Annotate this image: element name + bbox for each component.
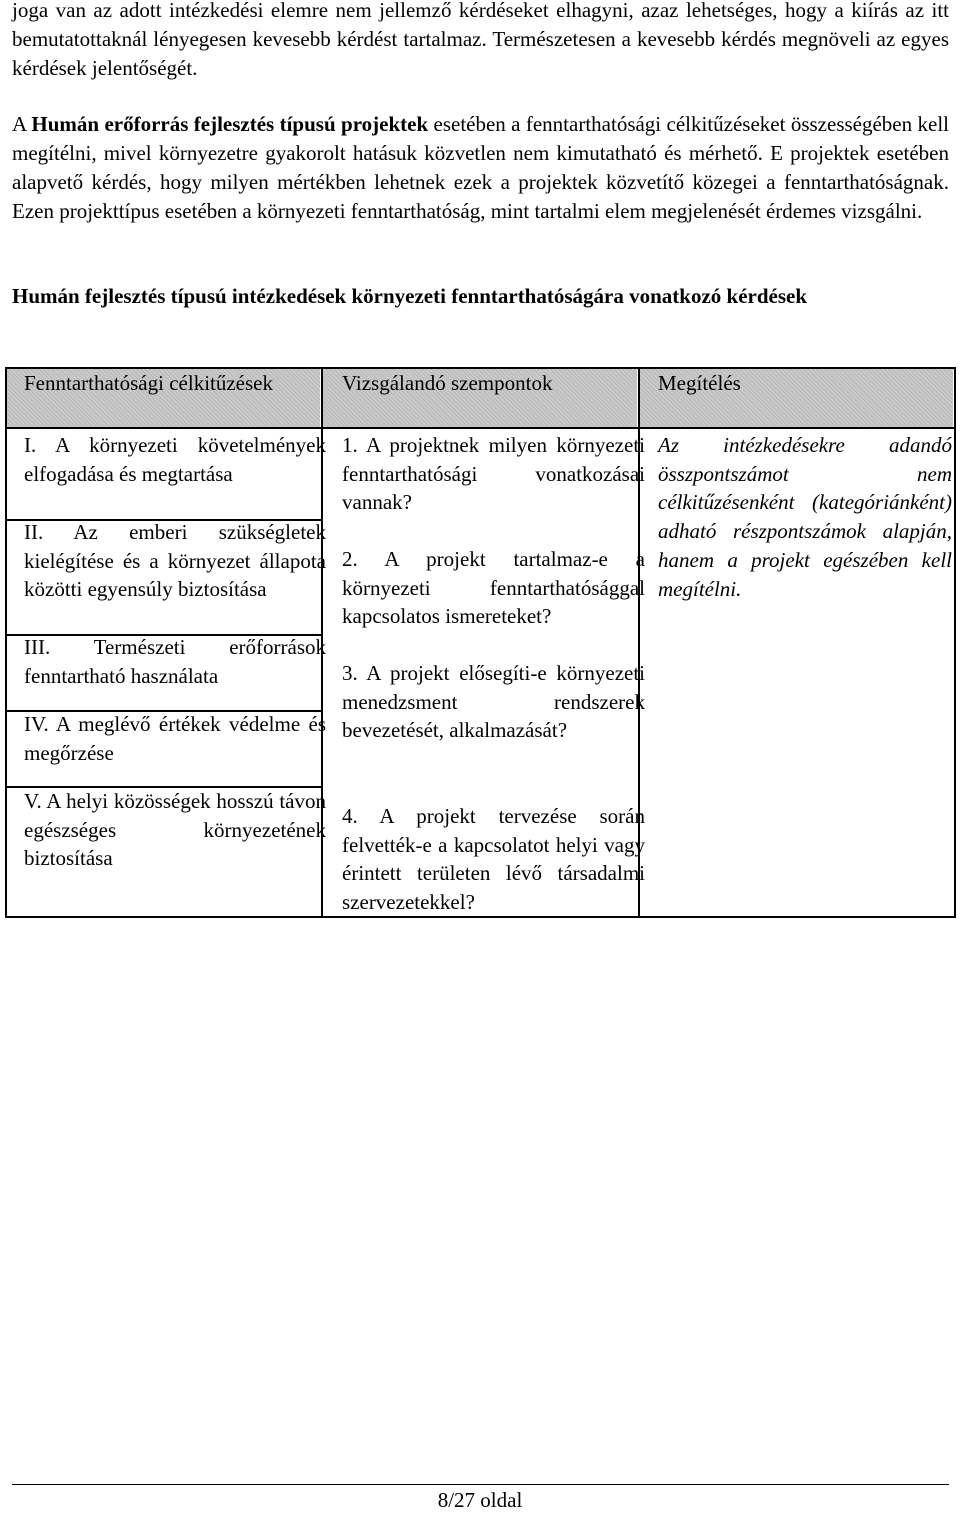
paragraph-body: esetében a fenntarthatósági célkitűzéseket összességében kell megítélni, mivel környezetre gyakorolt hatásuk közvetlen nem kimutatható és mérhető. E projektek esetében alapvető kérdés, hogy milyen mértékben lehetnek ezek a projektek közvetítő közegei a fenntarthatóságnak. Ezen projekttípus esetében a környezeti fenntarthatóság, mint tartalmi elem megjelenését érdemes vizsgálni.: [12, 112, 949, 223]
assessment-note: Az intézkedésekre adandó összpontszámot nem célkitűzésenként (kategóriánként) adható részpontszámok alapján, hanem a projekt egészében kell megítélni.: [658, 433, 952, 601]
question-2: 2. A projekt tartalmaz-e a környezeti fenntarthatósággal kapcsolatos ismereteket?: [342, 547, 645, 629]
objective-5: V. A helyi közösségek hosszú távon egészséges környezetének biztosítása: [24, 789, 326, 871]
paragraph-bold-term: Humán erőforrás fejlesztés típusú projektek: [31, 112, 429, 136]
objective-3: III. Természeti erőforrások fenntartható használata: [24, 635, 326, 688]
table-border-left: [5, 367, 7, 918]
objective-2: II. Az emberi szükségletek kielégítése és a környezet állapota közötti egyensúly biztosítása: [24, 520, 326, 602]
header-assessment: Megítélés: [658, 371, 741, 395]
question-3: 3. A projekt elősegíti-e környezeti menedzsment rendszerek bevezetését, alkalmazását?: [342, 661, 645, 743]
header-aspects: Vizsgálandó szempontok: [342, 371, 553, 395]
table-border-right: [954, 367, 956, 918]
question-4: 4. A projekt tervezése során felvették-e a kapcsolatot helyi vagy érintett területen lévő társadalmi szervezetekkel?: [342, 804, 645, 915]
question-1: 1. A projektnek milyen környezeti fenntarthatósági vonatkozásai vannak?: [342, 433, 645, 515]
paragraph-lead: A: [12, 112, 32, 136]
objective-1: I. A környezeti követelmények elfogadása és megtartása: [24, 433, 326, 486]
sustainability-table: [5, 367, 956, 918]
section-heading: Humán fejlesztés típusú intézkedések környezeti fenntarthatóságára vonatkozó kérdések: [12, 284, 808, 308]
intro-paragraph: joga van az adott intézkedési elemre nem jellemző kérdéseket elhagyni, azaz lehetséges, hogy a kiírás az itt bemutatottaknál lényegesen kevesebb kérdést tartalmaz. Természetesen a kevesebb kérdés megnöveli az egyes kérdések jelentőségét.: [12, 0, 949, 80]
objective-4: IV. A meglévő értékek védelme és megőrzése: [24, 712, 326, 765]
footer-rule: [12, 1484, 949, 1485]
header-separator: [5, 427, 956, 429]
page-number: 8/27 oldal: [437, 1488, 523, 1512]
header-objectives: Fenntarthatósági célkitűzések: [24, 371, 273, 395]
table-border-top: [5, 367, 956, 369]
human-resource-paragraph: [12, 110, 949, 226]
